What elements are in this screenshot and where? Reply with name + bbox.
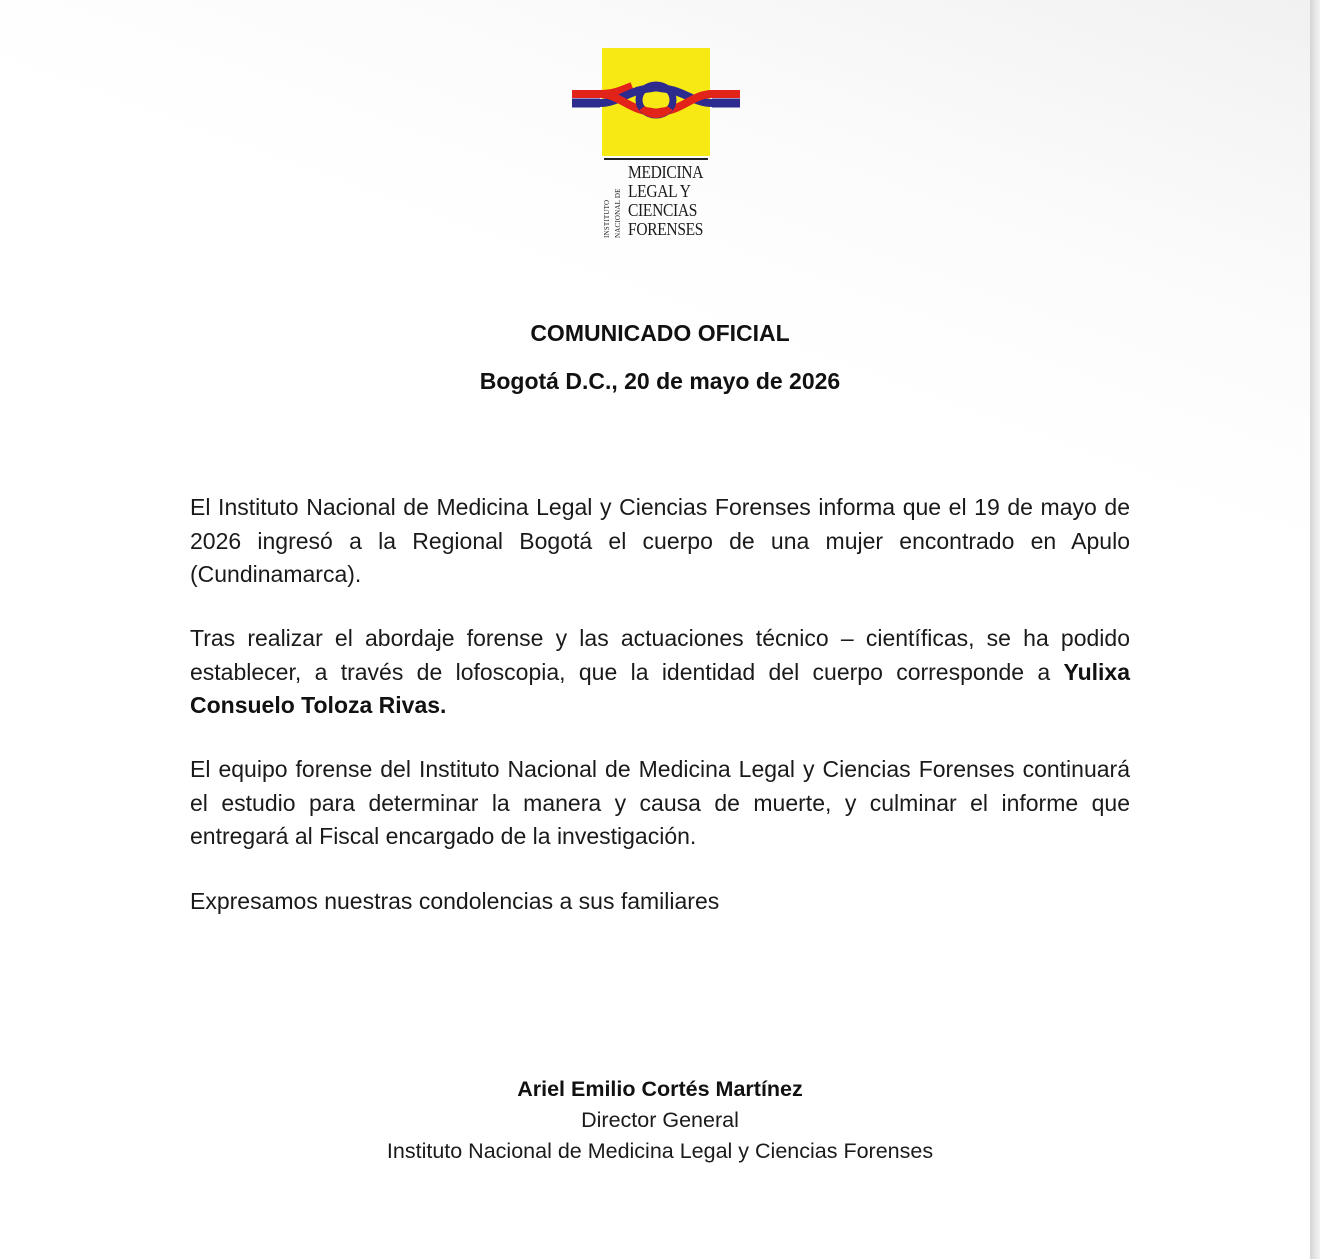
logo-vertical-line-1: INSTITUTO	[603, 199, 611, 238]
logo-lines	[628, 162, 703, 238]
signatory-name: Ariel Emilio Cortés Martínez	[517, 1077, 803, 1101]
paragraph-2-text: Tras realizar el abordaje forense y las actuaciones técnico – científicas, se ha podido establecer, a través de lofoscopia, que la identidad del cuerpo corresponde a	[190, 625, 1130, 685]
logo-line-1: MEDICINA	[628, 163, 704, 183]
logo-wordmark	[600, 158, 712, 242]
paragraph-3: El equipo forense del Instituto Nacional de Medicina Legal y Ciencias Forenses continuará el estudio para determinar la manera y causa de muerte, y culminar el informe que entregará al Fiscal encargado de la investigación.	[190, 756, 1130, 849]
document-date: Bogotá D.C., 20 de mayo de 2026	[479, 368, 841, 394]
logo-line-3: CIENCIAS	[628, 201, 698, 221]
identified-person-name: Yulixa Consuelo Toloza Rivas.	[190, 658, 1130, 718]
logo-vertical-line-2: NACIONAL DE	[614, 188, 622, 238]
paragraph-1: El Instituto Nacional de Medicina Legal y Ciencias Forenses informa que el 19 de mayo de 2026 ingresó a la Regional Bogotá el cuerpo de una mujer encontrado en Apulo (Cundinamarca).	[190, 494, 1130, 587]
logo-line-2: LEGAL Y	[628, 182, 691, 202]
paragraph-2	[190, 622, 1130, 723]
logo-rule	[604, 158, 708, 160]
page-edge-shadow	[1310, 0, 1320, 1259]
document-title: COMUNICADO OFICIAL	[530, 320, 790, 346]
paragraph-4: Expresamos nuestras condolencias a sus familiares	[190, 888, 720, 914]
institution-logo	[570, 46, 742, 246]
logo-vertical-text	[602, 164, 624, 240]
signatory-organization: Instituto Nacional de Medicina Legal y Ciencias Forenses	[386, 1139, 934, 1163]
signatory-role: Director General	[581, 1108, 739, 1132]
logo-line-4: FORENSES	[628, 220, 704, 240]
eye-logo-icon	[570, 46, 742, 158]
